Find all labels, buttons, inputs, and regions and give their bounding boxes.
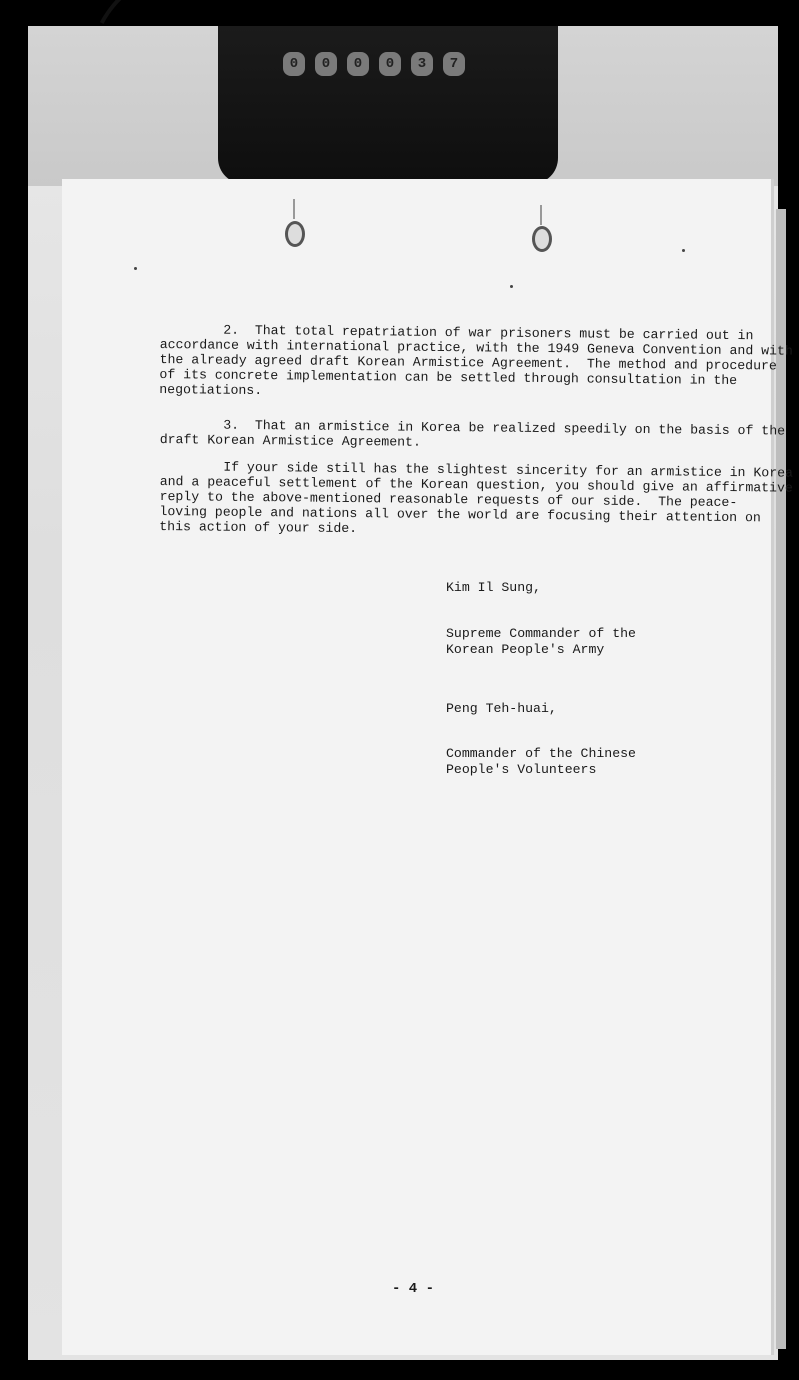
counter-digit: 0 bbox=[379, 52, 401, 76]
paragraph-closing: If your side still has the slightest sincerity for an armistice in Korea and a peaceful settlement of the Korean question, you should give an affirmative reply to the above-mentioned reasonable requests of our side. The peace- loving people and nations all over the world are focusing their attention on this action of your side. bbox=[159, 459, 794, 537]
signatory-name: Kim Il Sung, bbox=[446, 580, 541, 595]
speck bbox=[510, 285, 513, 288]
paragraph-item-2: 2. That total repatriation of war prisoners must be carried out in accordance with international practice, with the 1949 Geneva Convention and with the already agreed draft Korean Armistice Agreement. The method and procedure of its concrete implementation can be settled through consultation in the negotiations. bbox=[159, 322, 793, 399]
scan-frame bbox=[28, 26, 794, 1360]
frame-counter-device bbox=[218, 26, 558, 184]
document-page bbox=[62, 179, 794, 1355]
counter-digit: 7 bbox=[443, 52, 465, 76]
signatory-name: Peng Teh-huai, bbox=[446, 701, 557, 716]
counter-digit: 0 bbox=[283, 52, 305, 76]
signatory-title: Commander of the Chinese People's Volunteers bbox=[446, 746, 636, 777]
speck bbox=[134, 267, 137, 270]
page-number: - 4 - bbox=[392, 1281, 435, 1297]
counter-digit: 3 bbox=[411, 52, 433, 76]
counter-digits bbox=[283, 52, 465, 76]
counter-digit: 0 bbox=[347, 52, 369, 76]
punch-hole bbox=[285, 221, 305, 247]
signatory-title: Supreme Commander of the Korean People's Army bbox=[446, 626, 636, 657]
paragraph-item-3: 3. That an armistice in Korea be realized speedily on the basis of the draft Korean Armistice Agreement. bbox=[159, 417, 786, 450]
punch-mark bbox=[540, 205, 542, 225]
counter-digit: 0 bbox=[315, 52, 337, 76]
punch-mark bbox=[293, 199, 295, 219]
speck bbox=[682, 249, 685, 252]
punch-hole bbox=[532, 226, 552, 252]
